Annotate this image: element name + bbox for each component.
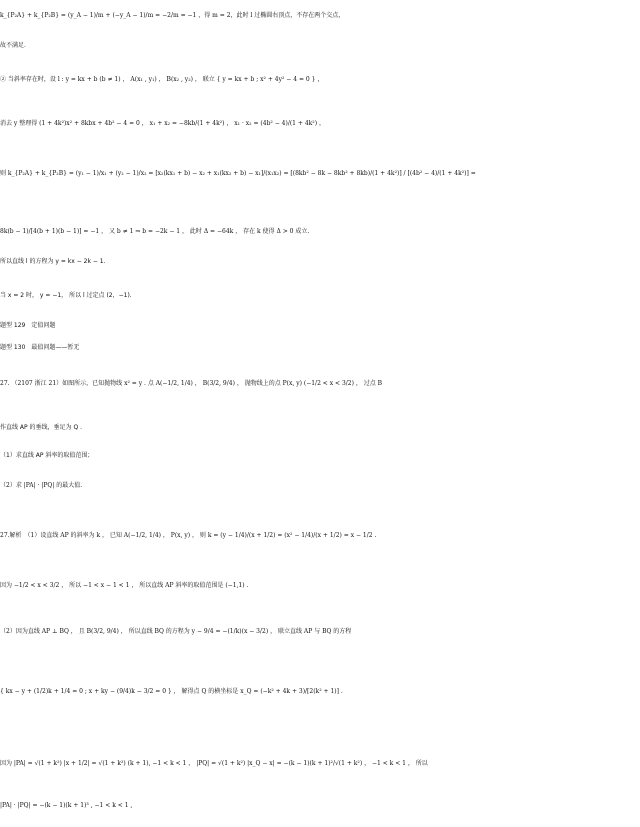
text-line-19: 因为 |PA| = √(1 + k²) |x + 1/2| = √(1 + k²) (k + 1), −1 < k < 1 ， |PQ| = √(1 + k²) |x_Q − x| = −(k − 1)(k + 1)²/√(1 + k²) ， −1 < k < 1 ， 所以: [0, 760, 428, 767]
section-heading-130: 题型 130 最值问题——暂无: [0, 344, 80, 351]
text-line-2: 故不满足.: [0, 42, 26, 49]
text-line-1: k_{P₂A} + k_{P₂B} = (y_A − 1)/m + (−y_A − 1)/m = −2/m = −1 ，得 m = 2，此时 l 过椭圆右顶点，不存在两个交点，: [0, 12, 345, 19]
solution-27-part-1: 27.解析 （1）设直线 AP 的斜率为 k ， 已知 A(−1/2, 1/4) ， P(x, y) ， 则 k = (y − 1/4)/(x + 1/2) = (x² − 1/4)/(x + 1/2) = x − 1/2 .: [0, 532, 377, 539]
question-part-2: （2）求 |PA| · |PQ| 的最大值.: [0, 482, 83, 489]
text-line-3: ② 当斜率存在时，设 l : y = kx + b (b ≠ 1) ， A(x₁ , y₁) ， B(x₂ , y₂) ， 联立 { y = kx + b ; x² + 4y² − 4 = 0 } ，: [0, 76, 324, 83]
text-line-6: 8k(b − 1)/[4(b + 1)(b − 1)] = −1 ， 又 b ≠ 1 ⇒ b = −2k − 1 ， 此时 Δ = −64k ， 存在 k 使得 Δ > 0 成立.: [0, 228, 310, 235]
text-line-16: 因为 −1/2 < x < 3/2 ， 所以 −1 < x − 1 < 1 ， 所以直线 AP 斜率的取值范围是 (−1,1) .: [0, 582, 249, 589]
text-line-5: 则 k_{P₂A} + k_{P₂B} = (y₁ − 1)/x₁ + (y₂ − 1)/x₂ = [x₂(kx₁ + b) − x₂ + x₁(kx₂ + b) − x₁]/(x₁x₂) = [(8kb² − 8k − 8kb² + 8kb)/(1 + 4k²)] / [(4b² − 4)/(1 + 4k²)] =: [0, 170, 476, 177]
section-heading-129: 题型 129 定值问题: [0, 322, 56, 329]
text-line-20: |PA| · |PQ| = −(k − 1)(k + 1)³ , −1 < k < 1 ,: [0, 802, 133, 809]
text-line-17: （2）因为直线 AP ⊥ BQ ， 且 B(3/2, 9/4) ， 所以直线 BQ 的方程为 y − 9/4 = −(1/k)(x − 3/2) ， 联立直线 AP 与 BQ 的方程: [0, 628, 352, 635]
text-line-4: 消去 y 整理得 (1 + 4k²)x² + 8kbx + 4b² − 4 = 0 ， x₁ + x₂ = −8kb/(1 + 4k²) ， x₁ · x₂ = (4b² − 4)/(1 + 4k²) ，: [0, 120, 325, 127]
text-line-7: 所以直线 l 的方程为 y = kx − 2k − 1.: [0, 258, 106, 265]
text-line-18: { kx − y + (1/2)k + 1/4 = 0 ; x + ky − (9/4)k − 3/2 = 0 } ， 解得点 Q 的横坐标是 x_Q = (−k² + 4k + 3)/[2(k² + 1)] .: [0, 688, 343, 695]
question-part-1: （1）求直线 AP 斜率的取值范围；: [0, 452, 94, 459]
problem-27-statement: 27. （2107 浙江 21）如图所示，已知抛物线 x² = y . 点 A(−1/2, 1/4) ， B(3/2, 9/4) ， 抛物线上的点 P(x, y) (−1/2 < x < 3/2) ， 过点 B: [0, 380, 383, 387]
text-line-12: 作直线 AP 的垂线，垂足为 Q .: [0, 424, 82, 431]
text-line-8: 当 x = 2 时， y = −1， 所以 l 过定点 (2，−1).: [0, 292, 132, 299]
